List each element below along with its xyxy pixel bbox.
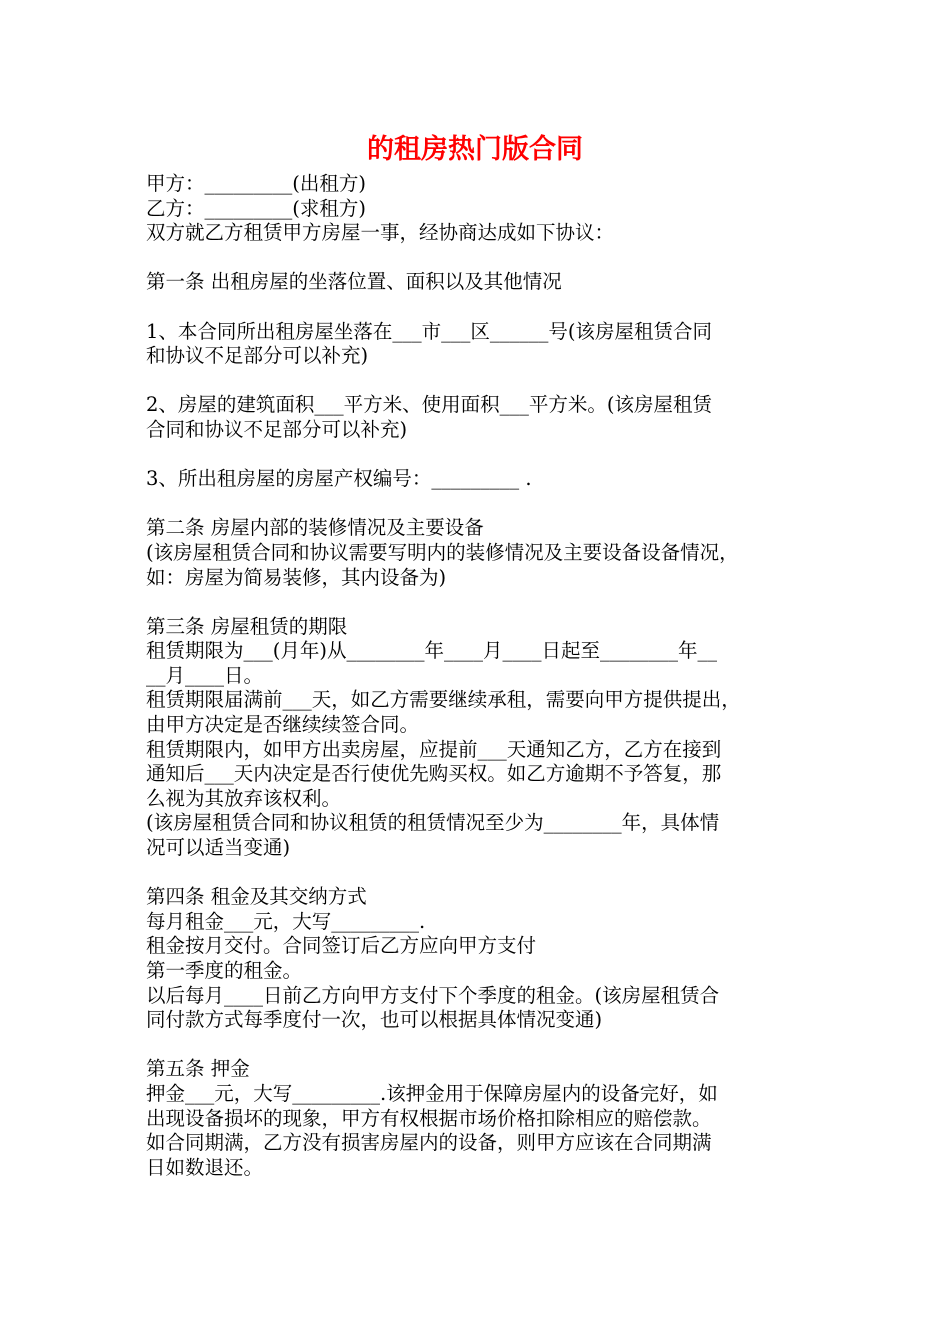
blank-line xyxy=(146,492,826,517)
blank-line xyxy=(146,1033,826,1058)
document-line: 和协议不足部分可以补充) xyxy=(146,344,369,368)
document-line: 况可以适当变通) xyxy=(146,836,291,860)
document-line: 以后每月____日前乙方向甲方支付下个季度的租金。(该房屋租赁合 xyxy=(146,983,720,1007)
blank-line xyxy=(146,246,826,271)
document-line: 出现设备损坏的现象，甲方有权根据市场价格扣除相应的赔偿款。 xyxy=(146,1106,712,1130)
document-line: __月____日。 xyxy=(146,663,264,687)
document-line: 1、本合同所出租房屋坐落在___市___区______号(该房屋租赁合同 xyxy=(146,319,713,343)
blank-line xyxy=(146,590,826,615)
document-line: 由甲方决定是否继续续签合同。 xyxy=(146,713,420,737)
document-line: 同付款方式每季度付一次，也可以根据具体情况变通) xyxy=(146,1008,603,1032)
blank-line xyxy=(146,861,826,886)
document-line: 如合同期满，乙方没有损害房屋内的设备，则甲方应该在合同期满 xyxy=(146,1131,712,1155)
document-body xyxy=(146,172,826,1180)
document-line: 第一条 出租房屋的坐落位置、面积以及其他情况 xyxy=(146,270,562,294)
document-line: 每月租金___元，大写_________. xyxy=(146,909,426,933)
document-line: 2、房屋的建筑面积___平方米、使用面积___平方米。(该房屋租赁 xyxy=(146,393,713,417)
document-line: 合同和协议不足部分可以补充) xyxy=(146,417,408,441)
document-line: 租赁期限届满前___天，如乙方需要继续承租，需要向甲方提供提出， xyxy=(146,688,741,712)
document-line: 租赁期限内，如甲方出卖房屋，应提前___天通知乙方，乙方在接到 xyxy=(146,737,722,761)
document-line: 如：房屋为简易装修，其内设备为) xyxy=(146,565,447,589)
blank-line xyxy=(146,443,826,468)
document-line: 么视为其放弃该权利。 xyxy=(146,786,342,810)
document-line: 租金按月交付。合同签订后乙方应向甲方支付 xyxy=(146,934,537,958)
document-line: (该房屋租赁合同和协议租赁的租赁情况至少为________年，具体情 xyxy=(146,811,720,835)
document-line: (该房屋租赁合同和协议需要写明内的装修情况及主要设备设备情况， xyxy=(146,540,739,564)
document-line: 第三条 房屋租赁的期限 xyxy=(146,614,348,638)
document-line: 乙方：_________(求租方) xyxy=(146,196,366,220)
document-line: 第五条 押金 xyxy=(146,1057,250,1081)
blank-line xyxy=(146,295,826,320)
document-line: 3、所出租房屋的房屋产权编号：_________ . xyxy=(146,467,532,491)
document-line: 通知后___天内决定是否行使优先购买权。如乙方逾期不予答复，那 xyxy=(146,762,722,786)
document-line: 第二条 房屋内部的装修情况及主要设备 xyxy=(146,516,484,540)
document-line: 押金___元，大写_________.该押金用于保障房屋内的设备完好，如 xyxy=(146,1081,718,1105)
document-line: 第四条 租金及其交纳方式 xyxy=(146,885,367,909)
document-line: 租赁期限为___(月年)从________年____月____日起至________年__ xyxy=(146,639,717,663)
document-line: 日如数退还。 xyxy=(146,1155,264,1179)
blank-line xyxy=(146,369,826,394)
document-title: 的租房热门版合同 xyxy=(367,134,583,165)
document-line: 双方就乙方租赁甲方房屋一事，经协商达成如下协议： xyxy=(146,221,615,245)
document-line: 甲方：_________(出租方) xyxy=(146,172,366,195)
document-line: 第一季度的租金。 xyxy=(146,959,303,982)
